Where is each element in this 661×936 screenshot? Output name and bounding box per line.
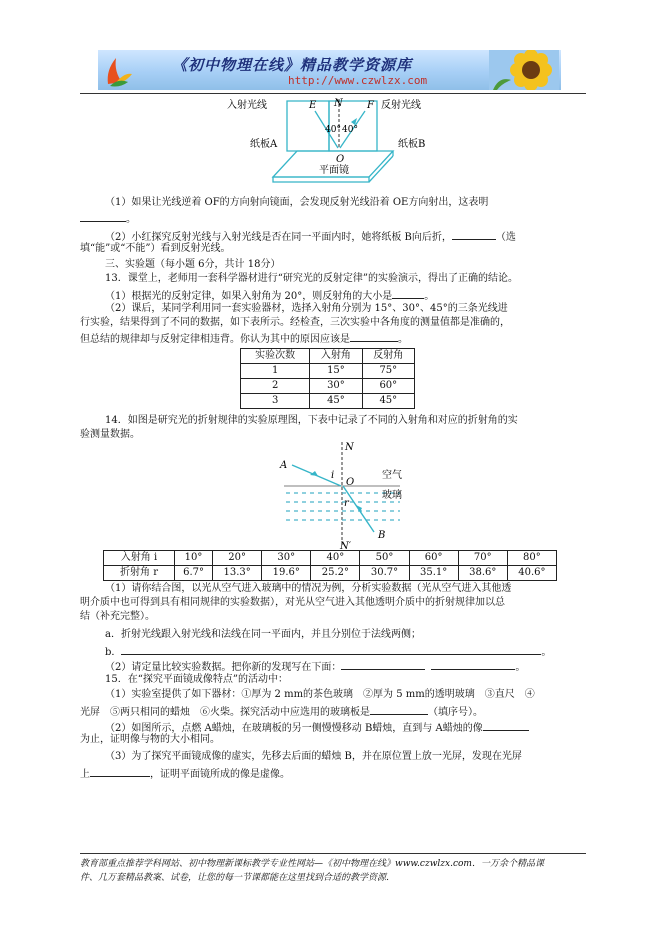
q-prev-p1-blank[interactable] — [80, 210, 126, 222]
table-cell: 19.6° — [262, 566, 311, 581]
table-cell: 60° — [362, 379, 414, 394]
table-row — [241, 364, 415, 379]
q15-p2-line2: 为止，证明像与物的大小相同。 — [80, 734, 220, 745]
row-label-cell: 折射角 r — [104, 566, 175, 581]
point-b-label: B — [378, 530, 386, 541]
q-prev-p1-text: （1）如果让光线逆着 OF的方向射向镜面，会发现反射光线沿着 OE方向射出，这表明 — [105, 197, 489, 208]
q14-item-a: a．折射光线跟入射光线和法线在同一平面内，并且分别位于法线两侧； — [105, 629, 421, 640]
q-prev-p2-cont: 填“能”或“不能”）看到反射光线。 — [80, 243, 231, 254]
table-cell: 40° — [311, 551, 360, 566]
q13-table — [240, 348, 415, 409]
mirror-label: 平面镜 — [319, 165, 349, 176]
row-label-cell: 入射角 i — [104, 551, 175, 566]
table-cell: 80° — [507, 551, 556, 566]
table-cell: 6.7° — [175, 566, 213, 581]
reflection-diagram — [225, 95, 440, 193]
angle-i-label: i — [331, 470, 335, 481]
table-cell: 25.2° — [311, 566, 360, 581]
normal-nprime-label: N′ — [340, 541, 352, 550]
q14-p1-line2: 明介质中也可得到具有相同规律的实验数据），对光从空气进入其他透明介质中的折射规律加以总 — [80, 597, 505, 608]
q15-p1-text: 光屏 ⑤两只相同的蜡烛 ⑥火柴。探究活动中应选用的玻璃板是 — [80, 707, 370, 718]
q14-stem-line2: 验测量数据。 — [80, 429, 140, 440]
table-cell: 38.6° — [458, 566, 507, 581]
q15-p2-blank[interactable] — [483, 719, 529, 731]
q-prev-p2-blank[interactable] — [452, 228, 496, 240]
q13-p1-end: 。 — [424, 291, 435, 302]
table-cell: 15° — [310, 364, 362, 379]
table-cell: 3 — [241, 394, 310, 409]
table-row — [104, 551, 557, 566]
point-f-label: F — [367, 100, 374, 111]
table-cell: 1 — [241, 364, 310, 379]
q-prev-p2-end: （选 — [495, 232, 516, 243]
table-row — [241, 394, 415, 409]
header-rule — [80, 93, 586, 94]
point-o-label: O — [346, 477, 355, 488]
q13-p2-line1: （2）课后，某同学利用同一套实验器材，选择入射角分别为 15°、30°、45°的三条光线进 — [105, 303, 508, 314]
table-header-cell: 反射角 — [362, 349, 414, 364]
table-cell: 40.6° — [507, 566, 556, 581]
board-a-label: 纸板A — [250, 139, 278, 150]
table-row — [104, 566, 557, 581]
q14-table — [103, 550, 557, 581]
air-label: 空气 — [382, 470, 402, 481]
header-banner — [98, 50, 561, 90]
table-header-cell: 入射角 — [310, 349, 362, 364]
table-cell: 35.1° — [409, 566, 458, 581]
glass-label: 玻璃 — [382, 490, 402, 501]
q13-p1-blank[interactable] — [392, 287, 424, 299]
q13-p2-line3 — [80, 330, 408, 347]
q15-p2-text: （2）如图所示，点燃 A蜡烛，在玻璃板的另一侧慢慢移动 B蜡烛，直到与 A蜡烛的像 — [105, 723, 483, 734]
q13-p2-text: 但总结的规律却与反射定律相违背。你认为其中的原因应该是 — [80, 334, 350, 345]
table-cell: 10° — [175, 551, 213, 566]
q14-p1-line1: （1）请你结合图，以光从空气进入玻璃中的情况为例，分析实验数据（光从空气进入其他透 — [105, 583, 512, 594]
q14-stem-line1: 14．如图是研究光的折射规律的实验原理图，下表中记录了不同的入射角和对应的折射角的实 — [105, 415, 518, 426]
section-3-heading: 三、实验题（每小题 6分，共计 18分） — [105, 259, 281, 270]
table-cell: 30° — [310, 379, 362, 394]
sunflower-icon — [489, 50, 559, 90]
q15-p1-line2 — [80, 703, 483, 720]
table-cell: 45° — [310, 394, 362, 409]
point-a-label: A — [280, 460, 288, 471]
table-header-row — [241, 349, 415, 364]
table-cell: 45° — [362, 394, 414, 409]
q15-p3-blank[interactable] — [90, 765, 150, 777]
q15-p3-line1: （3）为了探究平面镜成像的虚实，先移去后面的蜡烛 B，并在原位置上放一光屏，发现在光屏 — [105, 751, 522, 762]
q13-p1-text: （1）根据光的反射定律，如果入射角为 20°，则反射角的大小是 — [105, 291, 393, 302]
site-logo — [102, 52, 136, 88]
point-e-label: E — [309, 100, 317, 111]
q14-p2-blank-1[interactable] — [341, 658, 425, 670]
footer-line-1: 教育部重点推荐学科网站、初中物理新课标教学专业性网站—《初中物理在线》www.czwlzx.com．一万余个精品课 — [80, 859, 544, 869]
q13-stem: 13．课堂上，老师用一套科学器材进行“研究光的反射定律”的实验演示，得出了正确的结论。 — [105, 273, 518, 284]
q14-p2-blank-2[interactable] — [431, 658, 515, 670]
q14-b-end: 。 — [541, 647, 552, 658]
footer-line-2: 件、几万套精品教案、试卷，让您的每一节课都能在这里找到合适的教学资源． — [80, 873, 396, 883]
angle-right-label: 40° — [342, 125, 358, 135]
q-prev-p1-end: 。 — [126, 214, 136, 225]
q13-p2-blank[interactable] — [350, 330, 398, 342]
q14-p2-text: （2）请定量比较实验数据。把你新的发现写在下面： — [105, 662, 342, 673]
point-n-label: N — [334, 98, 343, 109]
angle-r-label: r — [344, 498, 349, 509]
table-cell: 70° — [458, 551, 507, 566]
q14-b-label: b． — [105, 647, 122, 658]
q14-b-blank[interactable] — [121, 643, 541, 655]
q-prev-part1-answer — [80, 210, 136, 227]
q15-p3-text: 上 — [80, 769, 90, 780]
q14-p1-line3: 结（补充完整）。 — [80, 611, 155, 622]
q15-p1-end: （填序号）。 — [428, 707, 483, 718]
q-prev-part1 — [105, 196, 488, 210]
q15-p1-line1: （1）实验室提供了如下器材：①厚为 2 mm的茶色玻璃 ②厚为 5 mm的透明玻璃 ③直尺 ④ — [105, 689, 535, 700]
q13-p2-line2: 行实验，结果得到了不同的数据，如下表所示。经检查，三次实验中各角度的测量值都是准确的， — [80, 317, 510, 328]
footer-rule — [80, 853, 586, 854]
q14-p2-end: 。 — [515, 662, 526, 673]
board-b-label: 纸板B — [398, 139, 426, 150]
table-cell: 2 — [241, 379, 310, 394]
table-header-cell: 实验次数 — [241, 349, 310, 364]
reflected-ray-label: 反射光线 — [381, 100, 421, 111]
q15-p1-blank[interactable] — [370, 703, 428, 715]
angle-left-label: 40° — [325, 125, 341, 135]
table-cell: 50° — [360, 551, 409, 566]
site-url[interactable]: http://www.czwlzx.com — [288, 74, 428, 87]
site-title: 《初中物理在线》精品教学资源库 — [172, 56, 413, 74]
point-o-label: O — [336, 154, 345, 165]
q15-stem: 15．在“探究平面镜成像特点”的活动中： — [105, 674, 288, 685]
table-cell: 30.7° — [360, 566, 409, 581]
normal-n-label: N — [345, 442, 354, 453]
q15-p3-line2 — [80, 765, 290, 782]
table-cell: 75° — [362, 364, 414, 379]
q13-p2-end: 。 — [398, 334, 408, 345]
table-cell: 20° — [213, 551, 262, 566]
table-cell: 60° — [409, 551, 458, 566]
q-prev-p2-text: （2）小红探究反射光线与入射光线是否在同一平面内时，她将纸板 B向后折， — [105, 232, 452, 243]
incident-ray-label: 入射光线 — [227, 100, 267, 111]
q15-p3-end: ，证明平面镜所成的像是虚像。 — [150, 769, 290, 780]
table-cell: 13.3° — [213, 566, 262, 581]
refraction-diagram — [270, 438, 430, 550]
table-row — [241, 379, 415, 394]
table-cell: 30° — [262, 551, 311, 566]
